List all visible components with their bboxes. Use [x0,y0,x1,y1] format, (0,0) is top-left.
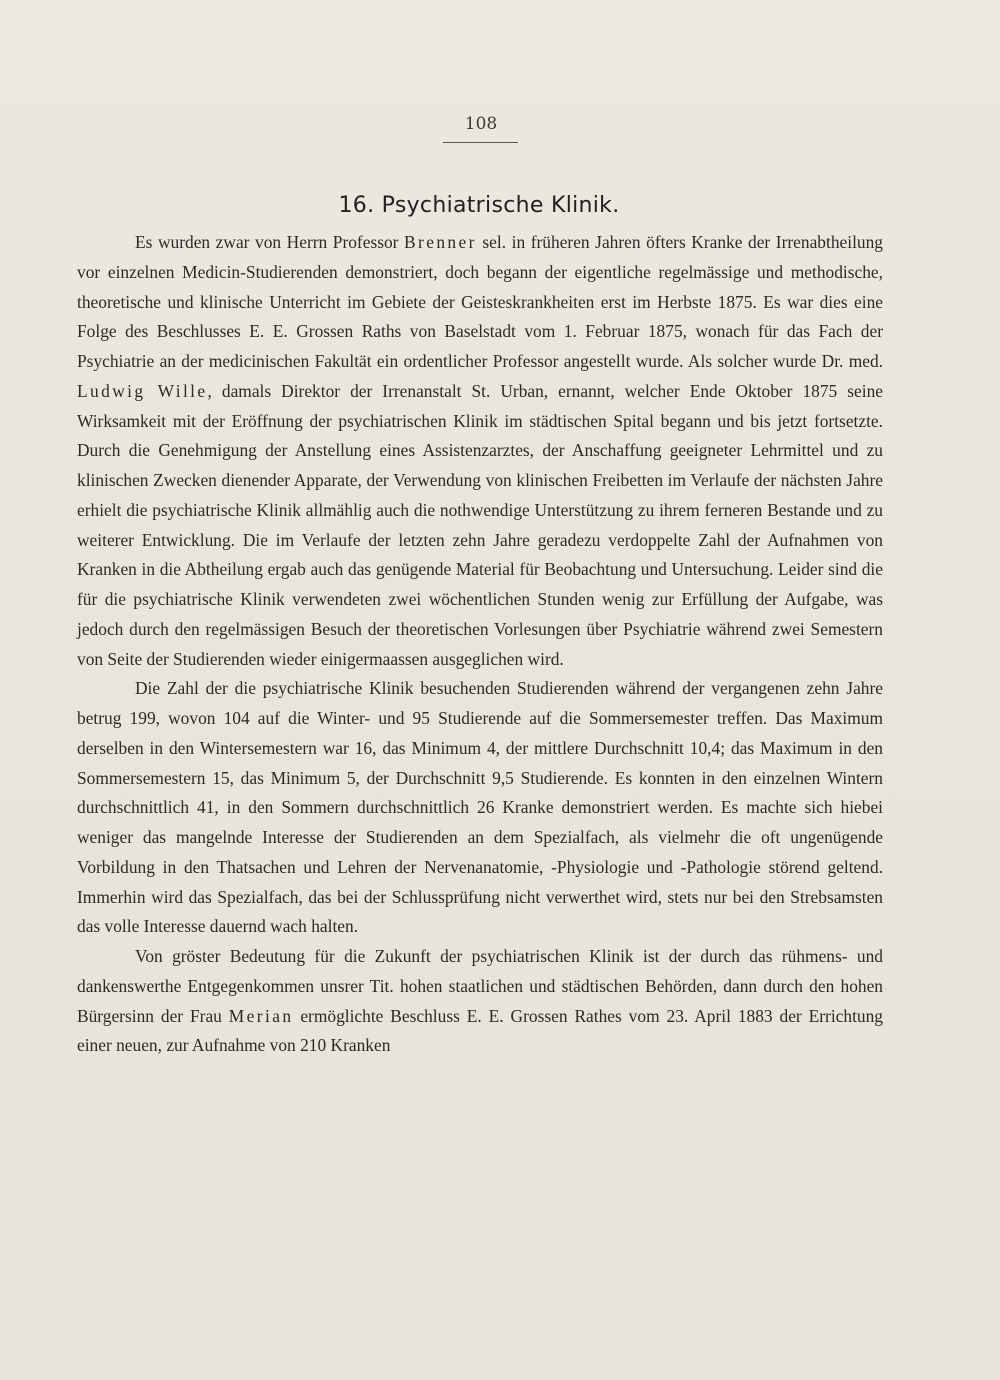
paragraph [77,228,883,674]
text-segment: sel. in früheren Jahren öfters Kranke der Irrenabtheilung vor einzelnen Medicin-Studierenden demonstriert, doch begann der eigentliche regelmässige und methodische, theoretische und klinische Unterricht im Gebiete der Geisteskrankheiten erst im Herbste 1875. Es war dies eine Folge des Beschlusses E. E. Grossen Raths von Baselstadt vom 1. Februar 1875, wonach für das Fach der Psychiatrie an der medicinischen Fakultät ein ordentlicher Professor angestellt wurde. Als solcher wurde Dr. med. [77,232,883,371]
text-segment: Die Zahl der die psychiatrische Klinik besuchenden Studierenden während der vergangenen zehn Jahre betrug 199, wovon 104 auf die Winter- und 95 Studierende auf die Sommersemester treffen. Das Maximum derselben in den Wintersemestern war 16, das Minimum 4, der mittlere Durchschnitt 10,4; das Maximum in den Sommersemestern 15, das Minimum 5, der Durchschnitt 9,5 Studierende. Es konnten in den einzelnen Wintern durchschnittlich 41, in den Sommern durchschnittlich 26 Kranke demonstriert werden. Es machte sich hiebei weniger das mangelnde Interesse der Studierenden an dem Spezialfach, als vielmehr die oft ungenügende Vorbildung in den Thatsachen und Lehren der Nervenanatomie, -Physiologie und -Pathologie störend geltend. Immerhin wird das Spezialfach, das bei der Schlussprüfung nicht verwerthet wird, stets nur bei den Strebsamsten das volle Interesse dauernd wach halten. [77,678,883,937]
spaced-name: Merian [228,1005,294,1026]
text-segment: , damals Direktor der Irrenanstalt St. Urban, ernannt, welcher Ende Oktober 1875 seine Wirksamkeit mit der Eröffnung der psychiatrischen Klinik im städtischen Spital begann und bis jetzt fortsetzte. Durch die Genehmigung der Anstellung eines Assistenzarztes, der Anschaffung geeigneter Lehrmittel und zu klinischen Zwecken dienender Apparate, der Verwendung von klinischen Freibetten im Verlaufe der nächsten Jahre erhielt die psychiatrische Klinik allmählig auch die nothwendige Unterstützung zu ihrem ferneren Bestande und zu weiterer Entwicklung. Die im Verlaufe der letzten zehn Jahre geradezu verdoppelte Zahl der Aufnahmen von Kranken in die Abtheilung ergab auch das genügende Material für Beobachtung und Untersuchung. Leider sind die für die psychiatrische Klinik verwendeten zwei wöchentlichen Stunden wenig zur Erfüllung der Aufgabe, was jedoch durch den regelmässigen Besuch der theoretischen Vorlesungen über Psychiatrie während zwei Semestern von Seite der Studierenden wieder einigermaassen ausgeglichen wird. [77,380,883,669]
text-segment: ermöglichte Beschluss E. E. Grossen Rathes vom 23. April 1883 der Errichtung einer neuen, zur Aufnahme von 210 Kranken [77,1005,884,1056]
text-segment: Es wurden zwar von Herrn Professor [135,232,405,252]
spaced-name: Brenner [404,232,477,252]
page-number-rule [443,142,518,143]
text-segment: Von gröster Bedeutung für die Zukunft der psychiatrischen Klinik ist der durch das rühmens- und dankenswerthe Entgegenkommen unsrer Tit. hohen staatlichen und städtischen Behörden, dann durch den hohen Bürgersinn der Frau [77,946,883,1026]
section-title: 16. Psychiatrische Klinik. [338,192,620,218]
spaced-name: Ludwig Wille [77,380,208,401]
paragraph [77,942,883,1061]
paragraph [77,674,883,942]
page-number: 108 [464,114,498,134]
body-text [77,228,883,1061]
